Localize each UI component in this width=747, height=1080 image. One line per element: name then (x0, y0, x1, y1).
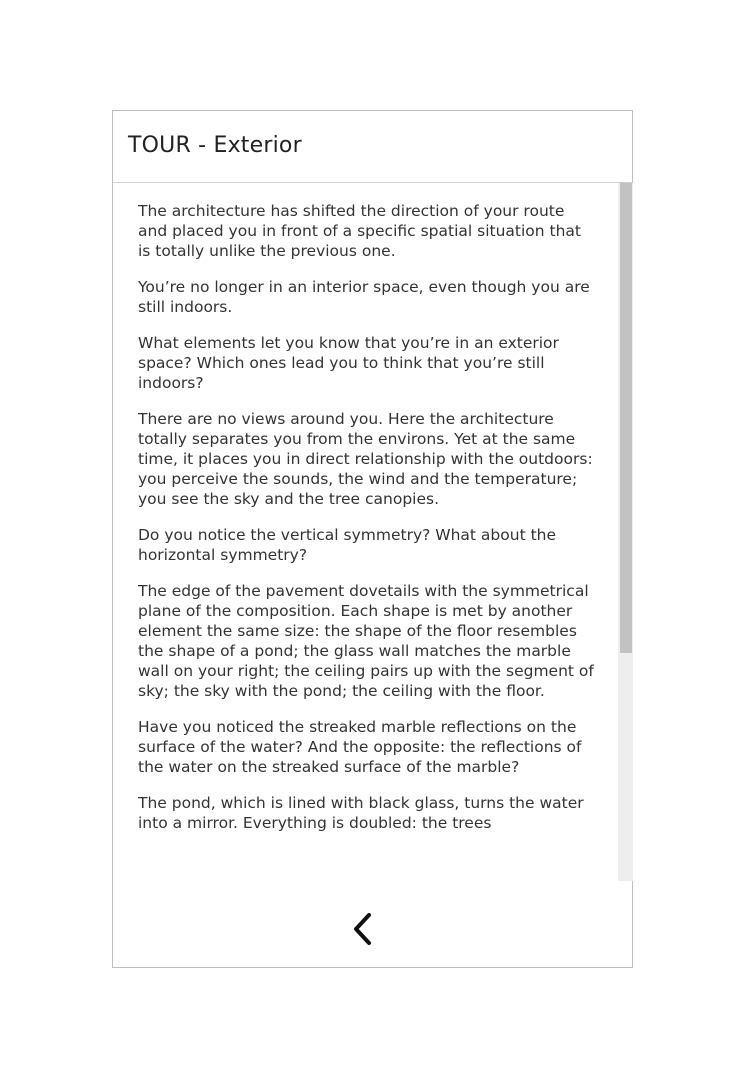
paragraph-2: You’re no longer in an interior space, even though you are still indoors. (138, 278, 590, 316)
content-area[interactable] (113, 183, 634, 881)
paragraph-6: The edge of the pavement dovetails with the symmetrical plane of the composition. Each shape is met by another element the same size: the shape of the floor resembles the shape of a pond; the glass wall matches the marble wall on your right; the ceiling pairs up with the segment of sky; the sky with the pond; the ceiling with the floor. (138, 582, 594, 700)
scrollbar-track[interactable] (618, 183, 633, 881)
panel-header (113, 111, 632, 183)
paragraph-7: Have you noticed the streaked marble reflections on the surface of the water? And the opposite: the reflections of the water on the streaked surface of the marble? (138, 718, 582, 776)
page-title: TOUR - Exterior (128, 133, 302, 158)
chevron-left-icon (351, 912, 373, 946)
panel-footer (113, 881, 632, 967)
tour-text (138, 201, 598, 849)
back-button[interactable] (342, 909, 382, 949)
paragraph-5: Do you notice the vertical symmetry? What about the horizontal symmetry? (138, 526, 557, 564)
paragraph-8: The pond, which is lined with black glass, turns the water into a mirror. Everything is doubled: the trees (138, 794, 584, 832)
paragraph-4: There are no views around you. Here the architecture totally separates you from the environs. Yet at the same time, it places you in direct relationship with the outdoors: you perceive the sounds, the wind and the temperature; you see the sky and the tree canopies. (138, 410, 593, 508)
paragraph-1: The architecture has shifted the direction of your route and placed you in front of a specific spatial situation that is totally unlike the previous one. (138, 202, 582, 260)
scrollbar-thumb[interactable] (620, 183, 632, 653)
paragraph-3: What elements let you know that you’re in an exterior space? Which ones lead you to think that you’re still indoors? (138, 334, 559, 392)
tour-panel (112, 110, 633, 968)
